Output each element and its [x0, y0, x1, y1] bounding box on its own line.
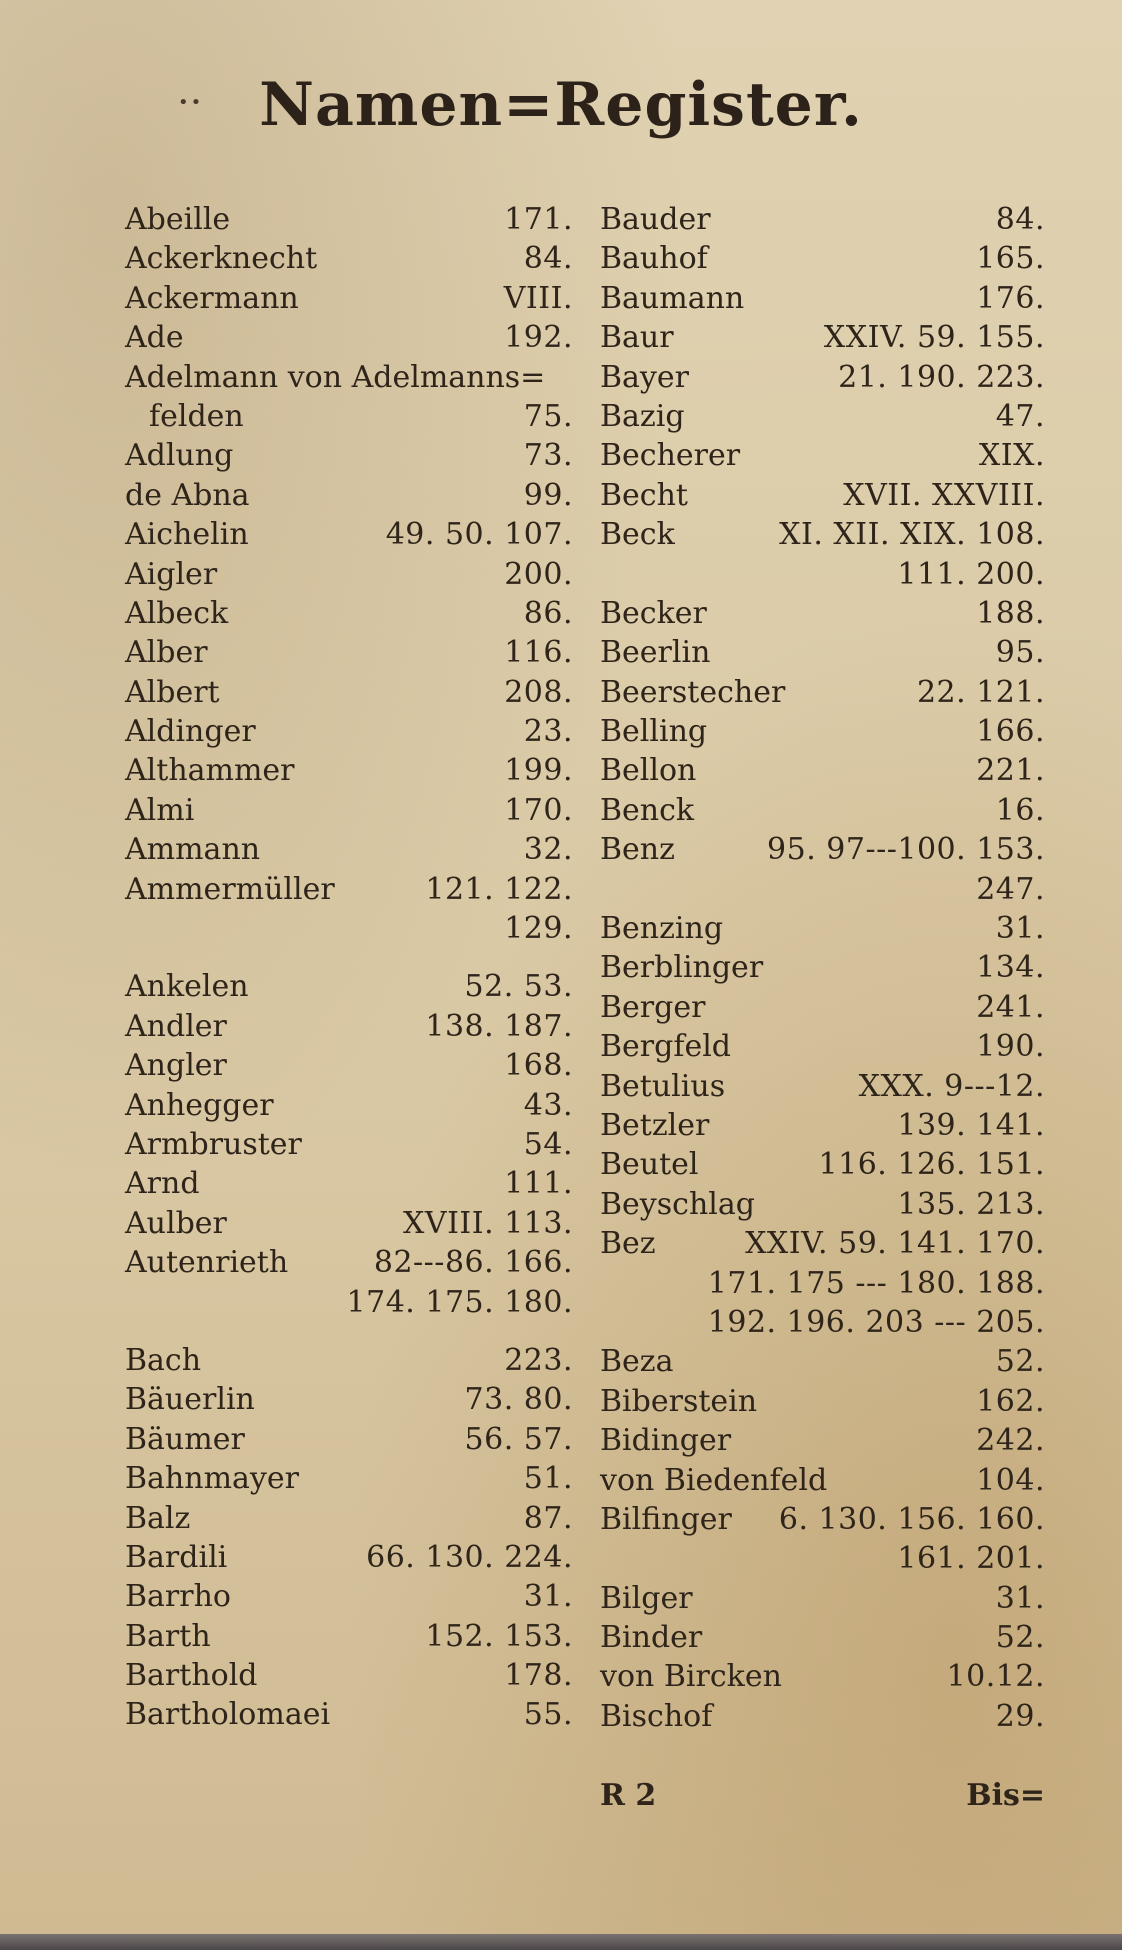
index-entry	[125, 967, 573, 1006]
entry-name: Bauder	[600, 202, 711, 237]
index-entry	[125, 279, 573, 318]
entry-name: Barth	[125, 1618, 211, 1654]
entry-pages: 178.	[504, 1658, 573, 1694]
entry-name: Bidinger	[600, 1423, 732, 1459]
entry-name: Becherer	[600, 438, 741, 474]
entry-pages: 116.	[504, 635, 573, 671]
entry-name: Balz	[125, 1500, 191, 1536]
entry-pages: 31.	[523, 1579, 573, 1615]
entry-pages: 22. 121.	[916, 674, 1045, 710]
index-entry	[600, 1461, 1045, 1500]
index-entry	[600, 633, 1045, 672]
index-entry	[125, 791, 573, 830]
entry-name: Bäumer	[125, 1421, 245, 1457]
index-entry	[125, 1695, 573, 1734]
entry-name: Almi	[125, 792, 195, 828]
entry-pages: 52.	[995, 1620, 1045, 1656]
entry-pages: 31.	[995, 1580, 1045, 1616]
entry-pages: 82---86. 166.	[373, 1245, 573, 1281]
entry-name: Albert	[125, 674, 220, 710]
entry-pages: 6. 130. 156. 160.	[778, 1501, 1045, 1537]
entry-name: Ammann	[125, 832, 261, 868]
entry-pages: 95.	[995, 635, 1045, 671]
index-entry	[600, 1618, 1045, 1657]
entry-pages: XIX.	[978, 438, 1045, 474]
entry-name: Berblinger	[600, 950, 764, 986]
entry-pages: 134.	[976, 950, 1045, 986]
corner-mark: ••	[178, 92, 204, 113]
entry-pages: 10.12.	[946, 1659, 1045, 1695]
entry-name: Baur	[600, 320, 674, 356]
index-entry	[125, 870, 573, 909]
entry-name: Biberstein	[600, 1383, 758, 1419]
index-entry	[600, 1145, 1045, 1184]
entry-name: Bach	[125, 1342, 202, 1378]
entry-pages: 52. 53.	[464, 969, 573, 1005]
index-entry	[600, 1303, 1045, 1342]
index-entry	[125, 1283, 573, 1322]
entry-name: Baumann	[600, 280, 745, 316]
entry-name: Becker	[600, 595, 707, 631]
entry-pages: 170.	[504, 792, 573, 828]
entry-name: Bartholomaei	[125, 1697, 331, 1733]
index-entry	[125, 1007, 573, 1046]
entry-pages: 121. 122.	[425, 871, 573, 907]
entry-name: Althammer	[125, 753, 295, 789]
entry-pages: 43.	[523, 1087, 573, 1123]
index-entry	[125, 1656, 573, 1695]
entry-name: Adelmann von Adelmanns=	[125, 359, 546, 395]
index-entry	[125, 476, 573, 515]
index-entry	[125, 1577, 573, 1616]
index-gap	[125, 1322, 573, 1341]
index-entry	[125, 555, 573, 594]
index-entry	[600, 1579, 1045, 1618]
entry-pages: XXIV. 59. 141. 170.	[745, 1226, 1045, 1262]
entry-pages: 66. 130. 224.	[366, 1539, 573, 1575]
entry-pages: 116. 126. 151.	[818, 1147, 1045, 1183]
entry-pages: XXIV. 59. 155.	[823, 320, 1045, 356]
entry-pages: 166.	[976, 714, 1045, 750]
entry-pages: 21. 190. 223.	[838, 359, 1045, 395]
index-entry	[600, 515, 1045, 554]
index-entry	[125, 1243, 573, 1282]
entry-pages: 221.	[976, 753, 1045, 789]
entry-name: Abeille	[125, 202, 231, 237]
index-entry	[125, 397, 573, 436]
index-entry	[600, 909, 1045, 948]
entry-pages: 95. 97---100. 153.	[767, 832, 1045, 868]
entry-pages: 152. 153.	[425, 1618, 573, 1654]
entry-pages: 192.	[504, 320, 573, 356]
index-entry	[600, 594, 1045, 633]
entry-pages: 135. 213.	[897, 1186, 1045, 1222]
entry-name: Albeck	[125, 595, 229, 631]
entry-name: Aigler	[125, 556, 218, 592]
entry-name: Bayer	[600, 359, 689, 395]
entry-pages: 51.	[523, 1461, 573, 1497]
entry-name: Aichelin	[125, 517, 249, 553]
index-entry	[600, 358, 1045, 397]
index-entry	[125, 1341, 573, 1380]
index-entry	[125, 1459, 573, 1498]
entry-pages: 55.	[523, 1697, 573, 1733]
index-entry	[125, 633, 573, 672]
index-entry	[600, 791, 1045, 830]
index-entry	[600, 1500, 1045, 1539]
index-entry	[600, 712, 1045, 751]
index-entry	[125, 318, 573, 357]
entry-pages: 176.	[976, 280, 1045, 316]
index-entry	[600, 1027, 1045, 1066]
index-entry	[125, 1125, 573, 1164]
entry-pages: 54.	[523, 1126, 573, 1162]
entry-name: Ankelen	[125, 969, 249, 1005]
entry-name: Andler	[125, 1008, 227, 1044]
index-entry	[125, 909, 573, 948]
entry-name: Barthold	[125, 1658, 258, 1694]
entry-name: Betulius	[600, 1068, 726, 1104]
index-entry	[600, 1342, 1045, 1381]
index-entry	[125, 1380, 573, 1419]
index-entry	[600, 239, 1045, 278]
index-gap	[125, 948, 573, 967]
entry-pages: 199.	[504, 753, 573, 789]
entry-pages: 47.	[995, 398, 1045, 434]
index-entry	[125, 751, 573, 790]
entry-pages: 165.	[976, 241, 1045, 277]
entry-name: von Bircken	[600, 1659, 782, 1695]
entry-name: Arnd	[125, 1166, 200, 1202]
entry-name: Angler	[125, 1048, 227, 1084]
entry-pages: 31.	[995, 911, 1045, 947]
entry-name: Bazig	[600, 398, 685, 434]
entry-name: Ade	[125, 320, 184, 356]
entry-pages: 223.	[504, 1342, 573, 1378]
entry-pages: XXX. 9---12.	[858, 1068, 1045, 1104]
entry-name: Beck	[600, 517, 675, 553]
entry-pages: 75.	[523, 398, 573, 434]
index-entry	[600, 318, 1045, 357]
index-entry	[125, 1086, 573, 1125]
entry-pages: 86.	[523, 595, 573, 631]
entry-name: Binder	[600, 1620, 703, 1656]
entry-pages: 29.	[995, 1698, 1045, 1734]
index-entry	[125, 358, 573, 397]
entry-pages: 49. 50. 107.	[385, 517, 573, 553]
index-entry	[125, 1617, 573, 1656]
index-entry	[600, 751, 1045, 790]
entry-name: Becht	[600, 477, 688, 513]
index-entry	[600, 870, 1045, 909]
entry-pages: 174. 175. 180.	[346, 1284, 573, 1320]
entry-pages: 242.	[976, 1423, 1045, 1459]
entry-pages: 56. 57.	[464, 1421, 573, 1457]
entry-pages: 84.	[523, 241, 573, 277]
index-entry	[600, 1224, 1045, 1263]
entry-pages: 192. 196. 203 --- 205.	[707, 1304, 1045, 1340]
entry-name: Benck	[600, 792, 695, 828]
entry-pages: 23.	[523, 714, 573, 750]
entry-pages: 129.	[504, 911, 573, 947]
entry-name: Ackerknecht	[125, 241, 318, 277]
entry-name: Ammermüller	[125, 871, 335, 907]
index-entry	[600, 948, 1045, 987]
index-entry	[600, 1264, 1045, 1303]
entry-name: Alber	[125, 635, 208, 671]
entry-name: Ackermann	[125, 280, 299, 316]
entry-pages: 208.	[504, 674, 573, 710]
entry-name: von Biedenfeld	[600, 1462, 828, 1498]
index-entry	[125, 1420, 573, 1459]
entry-name: Bez	[600, 1226, 656, 1262]
entry-name: Bauhof	[600, 241, 708, 277]
index-entry	[600, 1421, 1045, 1460]
entry-name: de Abna	[125, 477, 250, 513]
entry-pages: 161. 201.	[897, 1541, 1045, 1577]
entry-pages: 73.	[523, 438, 573, 474]
entry-name: Bahnmayer	[125, 1461, 299, 1497]
entry-pages: 162.	[976, 1383, 1045, 1419]
index-entry	[125, 436, 573, 475]
index-entry	[600, 279, 1045, 318]
page-footer	[600, 1778, 1045, 1813]
index-entry	[600, 988, 1045, 1027]
entry-pages: 52.	[995, 1344, 1045, 1380]
entry-name: felden	[149, 398, 244, 434]
entry-pages: 188.	[976, 595, 1045, 631]
entry-pages: 171. 175 --- 180. 188.	[707, 1265, 1045, 1301]
index-entry	[125, 1164, 573, 1203]
entry-pages: 73. 80.	[464, 1382, 573, 1418]
catchword: Bis=	[966, 1778, 1045, 1813]
index-entry	[600, 1657, 1045, 1696]
entry-name: Betzler	[600, 1107, 710, 1143]
page-title: Namen=Register.	[259, 70, 863, 140]
index-entry	[600, 1106, 1045, 1145]
index-entry	[600, 1697, 1045, 1736]
index-entry	[600, 397, 1045, 436]
index-entry	[125, 594, 573, 633]
entry-name: Bäuerlin	[125, 1382, 255, 1418]
entry-pages: XVIII. 113.	[403, 1205, 573, 1241]
index-entry	[600, 476, 1045, 515]
index-entry	[125, 1499, 573, 1538]
entry-name: Aldinger	[125, 714, 256, 750]
entry-pages: 138. 187.	[425, 1008, 573, 1044]
index-entry	[600, 1185, 1045, 1224]
index-entry	[600, 1539, 1045, 1578]
entry-pages: 200.	[504, 556, 573, 592]
entry-pages: 104.	[976, 1462, 1045, 1498]
entry-name: Bardili	[125, 1539, 228, 1575]
entry-pages: 139. 141.	[897, 1107, 1045, 1143]
entry-pages: 32.	[523, 832, 573, 868]
entry-pages: VIII.	[503, 280, 573, 316]
entry-pages: 241.	[976, 989, 1045, 1025]
entry-pages: XI. XII. XIX. 108.	[779, 517, 1045, 553]
index-entry	[125, 239, 573, 278]
entry-name: Beza	[600, 1344, 674, 1380]
entry-name: Bischof	[600, 1698, 713, 1734]
entry-pages: 99.	[523, 477, 573, 513]
index-entry	[125, 1046, 573, 1085]
entry-pages: 111. 200.	[897, 556, 1045, 592]
entry-pages: 247.	[976, 871, 1045, 907]
entry-pages: 171.	[504, 202, 573, 237]
index-column-left	[125, 200, 573, 1735]
entry-name: Bergfeld	[600, 1029, 732, 1065]
entry-name: Beutel	[600, 1147, 699, 1183]
signature-mark: R 2	[600, 1778, 657, 1813]
entry-name: Beerlin	[600, 635, 711, 671]
index-entry	[125, 712, 573, 751]
index-entry	[600, 200, 1045, 239]
entry-name: Aulber	[125, 1205, 227, 1241]
entry-pages: 168.	[504, 1048, 573, 1084]
entry-name: Autenrieth	[125, 1245, 289, 1281]
entry-name: Anhegger	[125, 1087, 274, 1123]
index-entry	[600, 555, 1045, 594]
index-entry	[600, 1067, 1045, 1106]
index-entry	[600, 830, 1045, 869]
index-entry	[125, 200, 573, 239]
index-entry	[600, 1382, 1045, 1421]
entry-name: Beerstecher	[600, 674, 786, 710]
entry-name: Beyschlag	[600, 1186, 755, 1222]
entry-name: Barrho	[125, 1579, 231, 1615]
index-entry	[125, 1204, 573, 1243]
entry-name: Bilger	[600, 1580, 693, 1616]
index-entry	[125, 1538, 573, 1577]
index-entry	[125, 673, 573, 712]
index-entry	[600, 436, 1045, 475]
entry-name: Adlung	[125, 438, 234, 474]
entry-name: Bilfinger	[600, 1501, 732, 1537]
entry-name: Armbruster	[125, 1126, 302, 1162]
entry-name: Benzing	[600, 911, 724, 947]
scan-bottom-edge	[0, 1934, 1122, 1950]
entry-name: Belling	[600, 714, 708, 750]
index-entry	[600, 673, 1045, 712]
entry-pages: 16.	[995, 792, 1045, 828]
index-entry	[125, 515, 573, 554]
entry-name: Bellon	[600, 753, 697, 789]
entry-name: Berger	[600, 989, 706, 1025]
entry-pages: 87.	[523, 1500, 573, 1536]
entry-pages: 84.	[995, 202, 1045, 237]
entry-pages: 111.	[504, 1166, 573, 1202]
entry-pages: 190.	[976, 1029, 1045, 1065]
index-column-right	[600, 200, 1045, 1736]
index-entry	[125, 830, 573, 869]
entry-pages: XVII. XXVIII.	[843, 477, 1045, 513]
entry-name: Benz	[600, 832, 675, 868]
